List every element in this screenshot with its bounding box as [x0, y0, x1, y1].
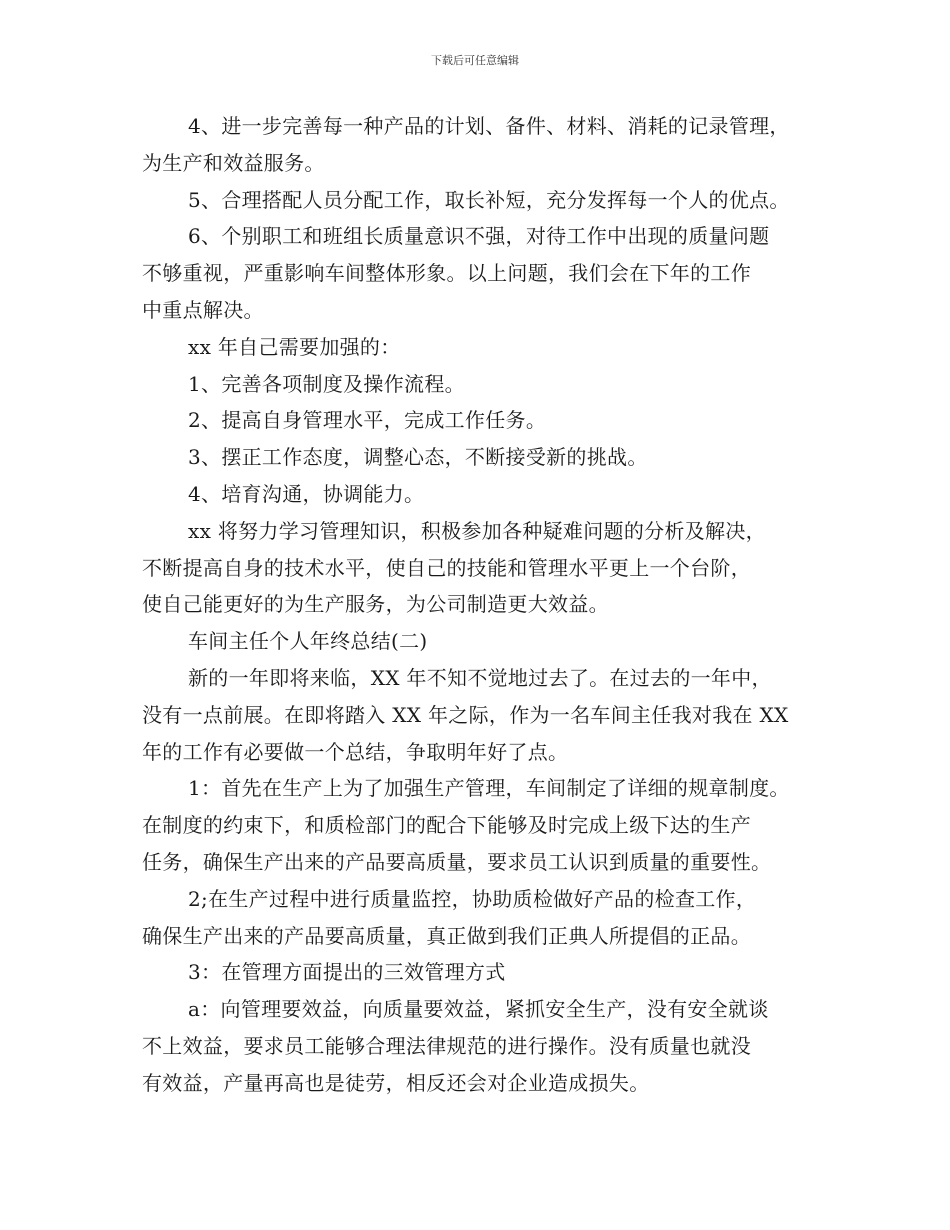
- text-line: 为生产和效益服务。: [142, 150, 325, 175]
- text-line: xx 年自己需要加强的：: [188, 334, 401, 359]
- text-line: 有效益，产量再高也是徒劳，相反还会对企业造成损失。: [142, 1070, 650, 1095]
- document-body: [142, 108, 832, 1102]
- text-line: 不上效益，要求员工能够合理法律规范的进行操作。没有质量也就没: [142, 1033, 751, 1058]
- text-line: 2;在生产过程中进行质量监控，协助质检做好产品的检查工作，: [188, 886, 757, 911]
- text-line: 3、摆正工作态度，调整心态，不断接受新的挑战。: [188, 445, 648, 470]
- text-line: 2、提高自身管理水平，完成工作任务。: [188, 408, 547, 433]
- text-line: 任务，确保生产出来的产品要高质量，要求员工认识到质量的重要性。: [142, 849, 772, 874]
- text-line: a：向管理要效益，向质量要效益，紧抓安全生产，没有安全就谈: [188, 997, 769, 1022]
- text-line: xx 将努力学习管理知识，积极参加各种疑难问题的分析及解决，: [188, 518, 766, 543]
- text-line: 3：在管理方面提出的三效管理方式: [188, 960, 506, 985]
- text-line: 不够重视，严重影响车间整体形象。以上问题，我们会在下年的工作: [142, 261, 751, 286]
- text-line: 在制度的约束下，和质检部门的配合下能够及时完成上级下达的生产: [142, 813, 751, 838]
- text-line: 年的工作有必要做一个总结，争取明年好了点。: [142, 739, 569, 764]
- text-line: 确保生产出来的产品要高质量，真正做到我们正典人所提倡的正品。: [142, 923, 751, 948]
- page-header: 下载后可任意编辑: [431, 54, 519, 67]
- text-line: 1：首先在生产上为了加强生产管理，车间制定了详细的规章制度。: [188, 776, 790, 801]
- text-line: 6、个别职工和班组长质量意识不强，对待工作中出现的质量问题: [188, 224, 770, 249]
- text-line: 使自己能更好的为生产服务，为公司制造更大效益。: [142, 592, 609, 617]
- text-line: 1、完善各项制度及操作流程。: [188, 371, 465, 396]
- text-line: 新的一年即将来临，XX 年不知不觉地过去了。在过去的一年中，: [188, 665, 772, 690]
- text-line: 中重点解决。: [142, 297, 264, 322]
- text-line: 没有一点前展。在即将踏入 XX 年之际，作为一名车间主任我对我在 XX: [142, 702, 789, 727]
- text-line: 车间主任个人年终总结(二): [188, 629, 428, 654]
- text-line: 不断提高自身的技术水平，使自己的技能和管理水平更上一个台阶，: [142, 555, 751, 580]
- text-line: 5、合理搭配人员分配工作，取长补短，充分发挥每一个人的优点。: [188, 187, 790, 212]
- text-line: 4、培育沟通，协调能力。: [188, 481, 425, 506]
- text-line: 4、进一步完善每一种产品的计划、备件、材料、消耗的记录管理，: [188, 114, 790, 138]
